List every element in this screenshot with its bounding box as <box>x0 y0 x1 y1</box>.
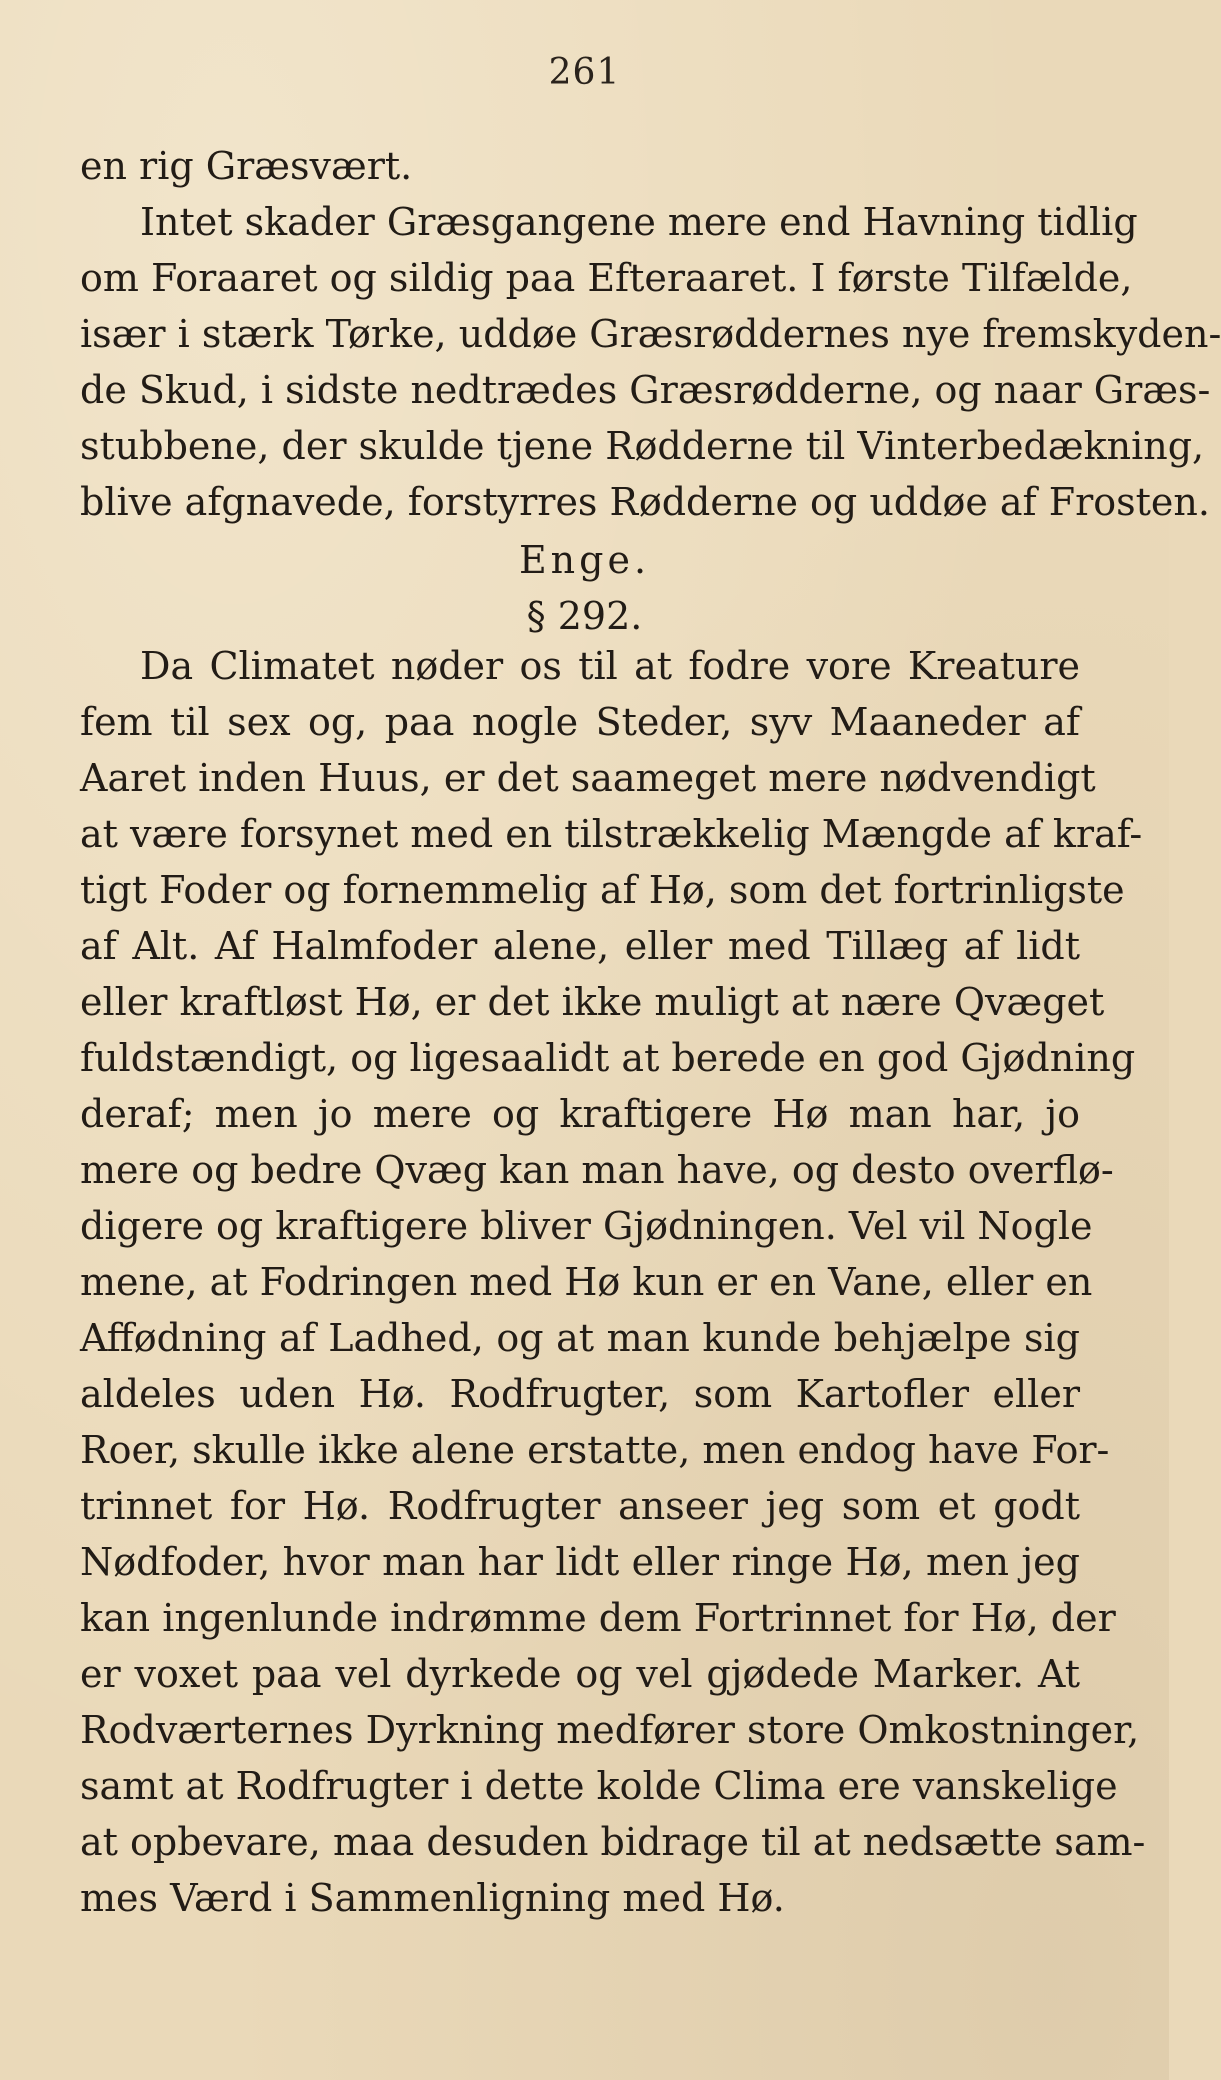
text-line: mene, at Fodringen med Hø kun er en Vane, eller en <box>80 1260 1093 1304</box>
section-number: § 292. <box>526 594 643 638</box>
text-line: Intet skader Græsgangene mere end Havning tidlig <box>140 200 1138 244</box>
text-line: deraf; men jo mere og kraftigere Hø man har, jo <box>80 1092 1080 1136</box>
text-line: Aaret inden Huus, er det saameget mere nødvendigt <box>80 756 1096 800</box>
text-line: aldeles uden Hø. Rodfrugter, som Kartofler eller <box>80 1372 1080 1416</box>
text-line: Nødfoder, hvor man har lidt eller ringe Hø, men jeg <box>80 1540 1080 1584</box>
page-number: 261 <box>548 52 621 93</box>
text-line: Rodværternes Dyrkning medfører store Omkostninger, <box>80 1708 1140 1752</box>
text-line: kan ingenlunde indrømme dem Fortrinnet for Hø, der <box>80 1596 1116 1640</box>
text-line: at opbevare, maa desuden bidrage til at nedsætte sam- <box>80 1820 1146 1864</box>
text-line: at være forsynet med en tilstrækkelig Mængde af kraf- <box>80 812 1143 856</box>
text-line: blive afgnavede, forstyrres Rødderne og uddøe af Frosten. <box>80 480 1210 524</box>
text-line: fuldstændigt, og ligesaalidt at berede en god Gjødning <box>80 1036 1136 1080</box>
text-line: af Alt. Af Halmfoder alene, eller med Tillæg af lidt <box>80 924 1080 968</box>
text-line: digere og kraftigere bliver Gjødningen. Vel vil Nogle <box>80 1204 1093 1248</box>
text-line: stubbene, der skulde tjene Rødderne til Vinterbedækning, <box>80 424 1205 468</box>
text-line: om Foraaret og sildig paa Efteraaret. I første Tilfælde, <box>80 256 1133 300</box>
text-line: en rig Græsvært. <box>80 144 413 188</box>
text-line: mere og bedre Qvæg kan man have, og desto overflø- <box>80 1148 1114 1192</box>
text-line: især i stærk Tørke, uddøe Græsrøddernes nye fremskyden- <box>80 312 1221 356</box>
text-line: Da Climatet nøder os til at fodre vore Kreature <box>140 644 1080 688</box>
text-line: er voxet paa vel dyrkede og vel gjødede Marker. At <box>80 1652 1080 1696</box>
text-line: tigt Foder og fornemmelig af Hø, som det fortrinligste <box>80 868 1125 912</box>
text-line: mes Værd i Sammenligning med Hø. <box>80 1876 785 1920</box>
text-line: samt at Rodfrugter i dette kolde Clima ere vanskelige <box>80 1764 1118 1808</box>
text-line: fem til sex og, paa nogle Steder, syv Maaneder af <box>80 700 1080 744</box>
section-heading: Enge. <box>518 538 651 582</box>
text-line: Affødning af Ladhed, og at man kunde behjælpe sig <box>80 1316 1080 1360</box>
text-line: Roer, skulle ikke alene erstatte, men endog have For- <box>80 1428 1110 1472</box>
text-line: eller kraftløst Hø, er det ikke muligt at nære Qvæget <box>80 980 1105 1024</box>
text-line: trinnet for Hø. Rodfrugter anseer jeg som et godt <box>80 1484 1080 1528</box>
text-line: de Skud, i sidste nedtrædes Græsrødderne, og naar Græs- <box>80 368 1211 412</box>
